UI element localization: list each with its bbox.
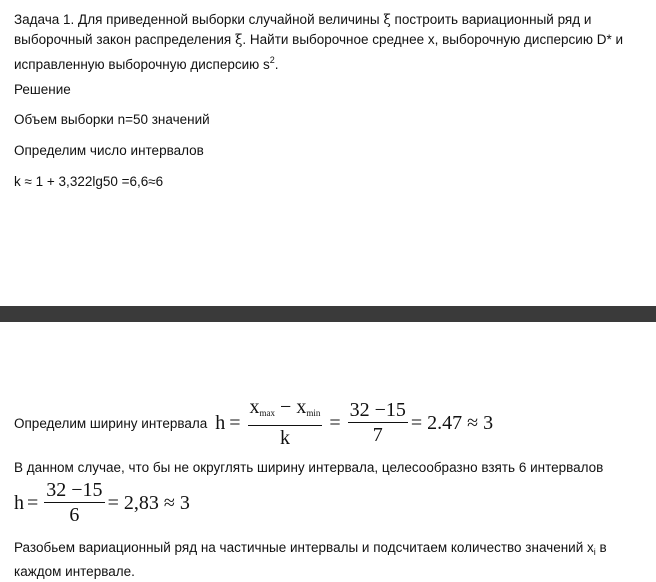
formula-fraction-2 — [348, 399, 408, 447]
task-line-3: исправленную выборочную дисперсию $s^2$. — [14, 55, 279, 72]
task-line-2: выборочный закон распределения ξ. Найти выборочное среднее x, выборочную дисперсию D* и — [14, 32, 623, 48]
formula2-denominator: 6 — [69, 504, 80, 526]
sample-size-text: Объем выборки n=50 значений — [14, 112, 210, 127]
fraction-1-numerator: $x_{max} - x_{min}$ — [248, 396, 323, 426]
formula-eq-2: = — [329, 411, 341, 434]
page-separator-band — [0, 306, 656, 322]
solution-heading: Решение — [14, 82, 71, 97]
fraction-2-numerator: 32 −15 — [349, 399, 406, 421]
interval-width-formula-row — [14, 396, 493, 450]
final-line-2: каждом интервале. — [14, 564, 135, 579]
formula-eq-1: = — [229, 411, 241, 434]
formula2-eq: = — [27, 491, 39, 514]
formula2-h: h — [14, 491, 24, 514]
k-formula: k ≈ 1 + 3,322lg50 =6,6≈6 — [14, 174, 164, 189]
final-line-1: Разобьем вариационный ряд на частичные интервалы и подсчитаем количество значений $x_i$ в — [14, 540, 607, 557]
width-heading: Определим ширину интервала — [14, 415, 208, 431]
task-statement — [14, 10, 644, 75]
fraction-1-denominator: k — [279, 427, 290, 449]
rounding-note: В данном случае, что бы не округлять ширину интервала, целесообразно взять 6 интервалов — [14, 460, 604, 475]
intervals-heading: Определим число интервалов — [14, 143, 204, 158]
second-formula-row — [14, 478, 190, 528]
formula2-fraction — [44, 479, 104, 527]
final-paragraph — [14, 538, 644, 582]
formula2-numerator: 32 −15 — [46, 479, 103, 501]
formula-fraction-1 — [248, 396, 323, 450]
formula2-result: = 2,83 ≈ 3 — [107, 491, 190, 514]
task-line-1: Задача 1. Для приведенной выборки случайной величины ξ построить вариационный ряд и — [14, 12, 592, 28]
formula-result-1: = 2.47 ≈ 3 — [410, 411, 494, 434]
fraction-2-denominator: 7 — [372, 424, 383, 446]
formula-h: h — [215, 411, 226, 434]
